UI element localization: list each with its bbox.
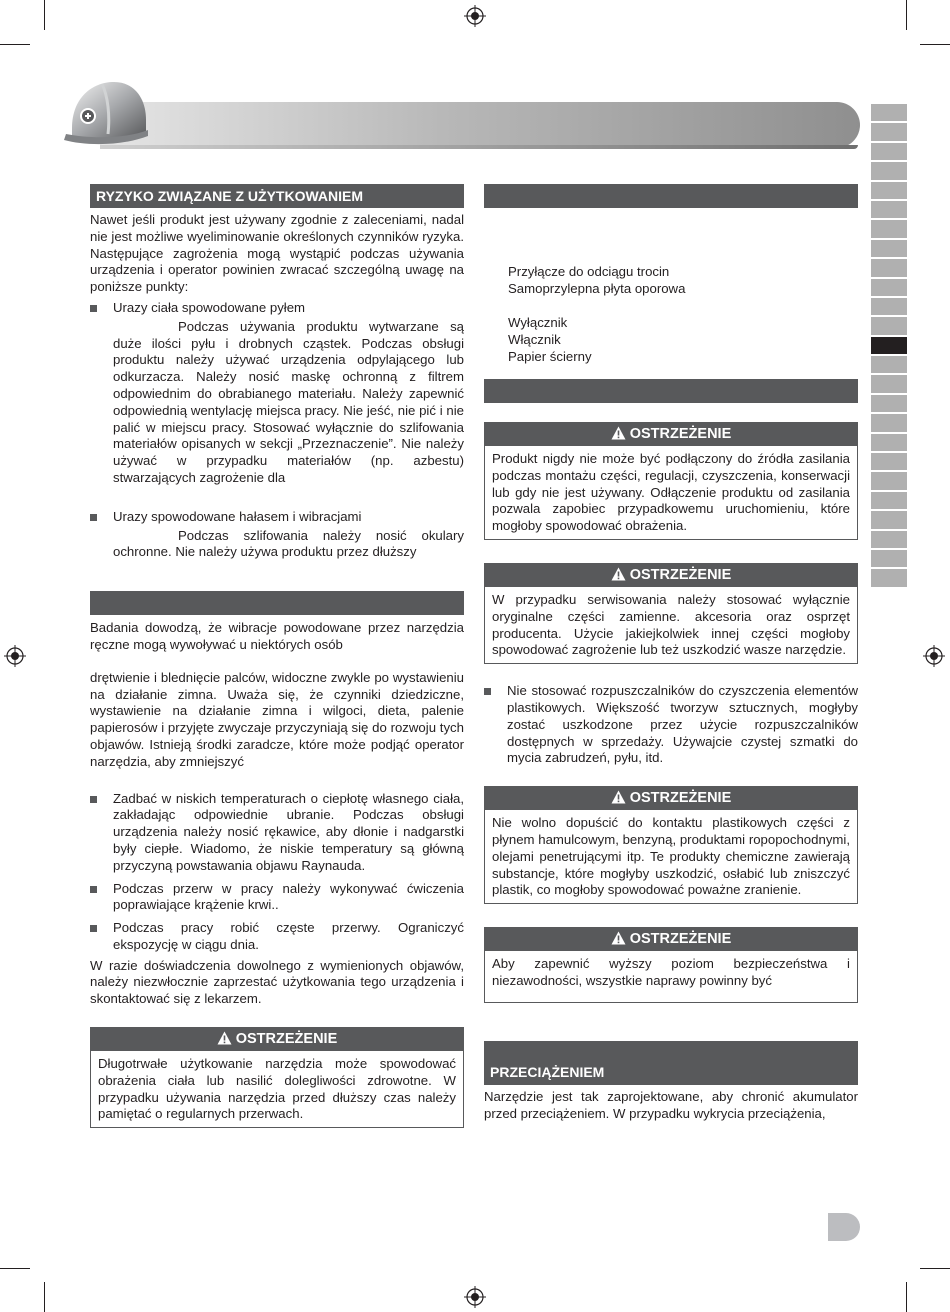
- registration-mark-icon: [4, 645, 26, 667]
- warning-box: [484, 786, 858, 904]
- crop-mark: [906, 0, 907, 30]
- warning-text: Aby zapewnić wyższy poziom bezpieczeństwa i niezawodności, wszystkie naprawy powinny być: [492, 956, 850, 988]
- warning-title: OSTRZEŻENIE: [235, 1031, 338, 1048]
- crop-mark: [920, 1268, 950, 1269]
- parts-list: [484, 264, 858, 366]
- chapter-tabs: [871, 104, 907, 589]
- chapter-tab: [871, 279, 907, 296]
- warning-text: Nie wolno dopuścić do kontaktu plastikowych części z płynem hamulcowym, benzyną, produktami ropopochodnymi, olejami penetrującymi itp. Te produkty chemiczne zawierają substancje, które mogłyby uszkodzić, osłabić lub zniszczyć plastik, co mogłoby spowodować poważne zranienie.: [492, 815, 850, 898]
- warning-box: [484, 927, 858, 1003]
- warning-title: OSTRZEŻENIE: [629, 426, 732, 442]
- list-item: Podczas przerw w pracy należy wykonywać ćwiczenia poprawiające krążenie krwi..: [90, 881, 464, 915]
- chapter-tab: [871, 434, 907, 451]
- chapter-tab: [871, 259, 907, 276]
- registration-mark-icon: [923, 645, 945, 667]
- chapter-tab: [871, 356, 907, 373]
- right-column: [484, 184, 858, 1123]
- section-heading-maintenance: [484, 379, 858, 403]
- crop-mark: [0, 44, 30, 45]
- warning-triangle-icon: [611, 567, 626, 581]
- chapter-tab: [871, 104, 907, 121]
- crop-mark: [0, 1268, 30, 1269]
- warning-triangle-icon: [217, 1031, 232, 1045]
- chapter-tab: [871, 220, 907, 237]
- warning-header: [485, 564, 857, 587]
- warning-box: [484, 563, 858, 664]
- chapter-tab: [871, 492, 907, 509]
- part-item: Włącznik: [508, 332, 561, 347]
- chapter-tab: [871, 511, 907, 528]
- part-item: Przyłącze do odciągu trocin: [508, 264, 670, 279]
- vibration-text: drętwienie i blednięcie palców, widoczne zwykle po wystawieniu na działanie zimna. Uważa się, że czynniki dziedziczne, wystawienie na działanie zimna i wilgoci, dieta, palenie papierosów i przyjęte zwyczaje przyczyniają się do rozwoju tych objawów. Istnieją środki zaradcze, które może podjąć operator narzędzia, aby zmniejszyć: [90, 669, 464, 769]
- chapter-tab: [871, 453, 907, 470]
- section-heading-risk: RYZYKO ZWIĄZANE Z UŻYTKOWANIEM: [90, 184, 464, 208]
- chapter-tab: [871, 240, 907, 257]
- chapter-tab: [871, 569, 907, 586]
- section-heading-overload: [484, 1041, 858, 1085]
- warning-box: [484, 422, 858, 540]
- part-item: Wyłącznik: [508, 315, 568, 330]
- chapter-tab: [871, 143, 907, 160]
- part-item: [508, 298, 858, 315]
- list-item: Zadbać w niskich temperaturach o ciepłotę własnego ciała, zakładając odpowiednie ubranie. Podczas obsługi urządzenia należy nosić rękawice, aby dłonie i nadgarstki były ciepłe. Wiadomo, że niskie temperatury są główną przyczyną powstawania objawu Raynauda.: [90, 791, 464, 875]
- chapter-tab: [871, 414, 907, 431]
- left-column: [90, 184, 464, 1128]
- chapter-tab: [871, 375, 907, 392]
- chapter-tab: [871, 182, 907, 199]
- chapter-tab: [871, 472, 907, 489]
- crop-mark: [44, 1282, 45, 1312]
- chapter-tab: [871, 395, 907, 412]
- crop-mark: [906, 1282, 907, 1312]
- page-number-tab: [828, 1213, 860, 1241]
- warning-triangle-icon: [611, 931, 626, 945]
- chapter-tab: [871, 123, 907, 140]
- chapter-tab: [871, 550, 907, 567]
- warning-text: Produkt nigdy nie może być podłączony do źródła zasilania podczas montażu części, regulacji, czyszczenia, konserwacji lub gdy nie jest używany. Odłączenie produktu od zasilania pozwala zapobiec przypadkowemu uruchomieniu, które mogłoby spowodować obrażenia.: [492, 451, 850, 534]
- chapter-tab: [871, 317, 907, 334]
- chapter-tab: [871, 298, 907, 315]
- warning-box: [90, 1027, 464, 1128]
- list-item-dust: Urazy ciała spowodowane pyłem: [90, 300, 464, 317]
- warning-header: [485, 928, 857, 951]
- header-banner: [100, 102, 860, 148]
- warning-title: OSTRZEŻENIE: [629, 790, 732, 807]
- registration-mark-icon: [464, 1286, 486, 1308]
- overload-text: Narzędzie jest tak zaprojektowane, aby chronić akumulator przed przeciążeniem. W przypadku wykrycia przeciążenia,: [484, 1089, 858, 1121]
- warning-header: [485, 787, 857, 810]
- header-banner-shadow: [100, 145, 858, 149]
- warning-triangle-icon: [611, 426, 626, 440]
- chapter-tab: [871, 531, 907, 548]
- chapter-tab: [871, 162, 907, 179]
- vibration-intro: Badania dowodzą, że wibracje powodowane przez narzędzia ręczne mogą wywoływać u niektórych osób: [90, 620, 464, 652]
- section-heading-vibration: [90, 591, 464, 615]
- chapter-tab: [871, 201, 907, 218]
- part-item: Papier ścierny: [508, 349, 592, 364]
- dust-text: Podczas używania produktu wytwarzane są duże ilości pyłu i drobnych cząstek. Podczas obsługi produktu należy używać urządzenia odpylającego lub odkurzacza. Należy nosić maskę ochronną z filtrem odpowiednim do obrabianego materiału. Należy zapewnić odpowiednią wentylację miejsca pracy. Nie jeść, nie pić i nie palić w miejscu pracy. Stosować wyłącznie do szlifowania materiałów opisanych w sekcji „Przeznaczenie”. Nie należy używać w przypadku materiałów (np. azbestu) stwarzających zagrożenie dla: [113, 318, 464, 485]
- warning-header: [91, 1028, 463, 1051]
- registration-mark-icon: [464, 5, 486, 27]
- warning-text: Długotrwałe użytkowanie narzędzia może spowodować obrażenia ciała lub nasilić dolegliwości zdrowotne. W przypadku używania narzędzia przed dłuższy czas należy pamiętać o regularnych przerwach.: [98, 1056, 456, 1122]
- warning-header: [485, 423, 857, 446]
- chapter-tab-active: [871, 337, 907, 354]
- warning-text: W przypadku serwisowania należy stosować wyłącznie oryginalne części zamienne. akcesoria oraz osprzęt producenta. Użycie jakiejkolwiek innej części mogłoby spowodować zagrożenie lub też uszkodzić wasze narzędzie.: [492, 591, 850, 658]
- list-item-noise: Urazy spowodowane hałasem i wibracjami: [90, 509, 464, 526]
- crop-mark: [44, 0, 45, 30]
- safety-helmet-icon: [62, 76, 150, 150]
- section-heading-parts: [484, 184, 858, 208]
- noise-text: Podczas szlifowania należy nosić okulary ochronne. Nie należy używa produktu przez dłuższy: [113, 527, 464, 560]
- warning-title: OSTRZEŻENIE: [629, 566, 732, 583]
- risk-intro: Nawet jeśli produkt jest używany zgodnie z zaleceniami, nadal nie jest możliwe wyeliminowanie określonych czynników ryzyka. Następujące zagrożenia mogą wystąpić podczas używania urządzenia i operator powinien zwracać szczególną uwagę na poniższe punkty:: [90, 212, 464, 295]
- overload-heading: PRZECIĄŻENIEM: [490, 1064, 605, 1081]
- crop-mark: [920, 44, 950, 45]
- list-item-cleaning: Nie stosować rozpuszczalników do czyszczenia elementów plastikowych. Większość tworzyw sztucznych, mogłyby zostać uszkodzone przez użycie rozpuszczalników dostępnych w sprzedaży. Używajcie czystej szmatki do mycia zabrudzeń, pyłu, itd.: [484, 683, 858, 767]
- warning-title: OSTRZEŻENIE: [629, 931, 732, 948]
- vibration-conclusion: W razie doświadczenia dowolnego z wymienionych objawów, należy niezwłocznie zaprzestać użytkowania tego urządzenia i skontaktować się z lekarzem.: [90, 957, 464, 1007]
- part-item: Samoprzylepna płyta oporowa: [508, 281, 686, 296]
- warning-triangle-icon: [611, 790, 626, 804]
- list-item: Podczas pracy robić częste przerwy. Ograniczyć ekspozycję w ciągu dnia.: [90, 920, 464, 954]
